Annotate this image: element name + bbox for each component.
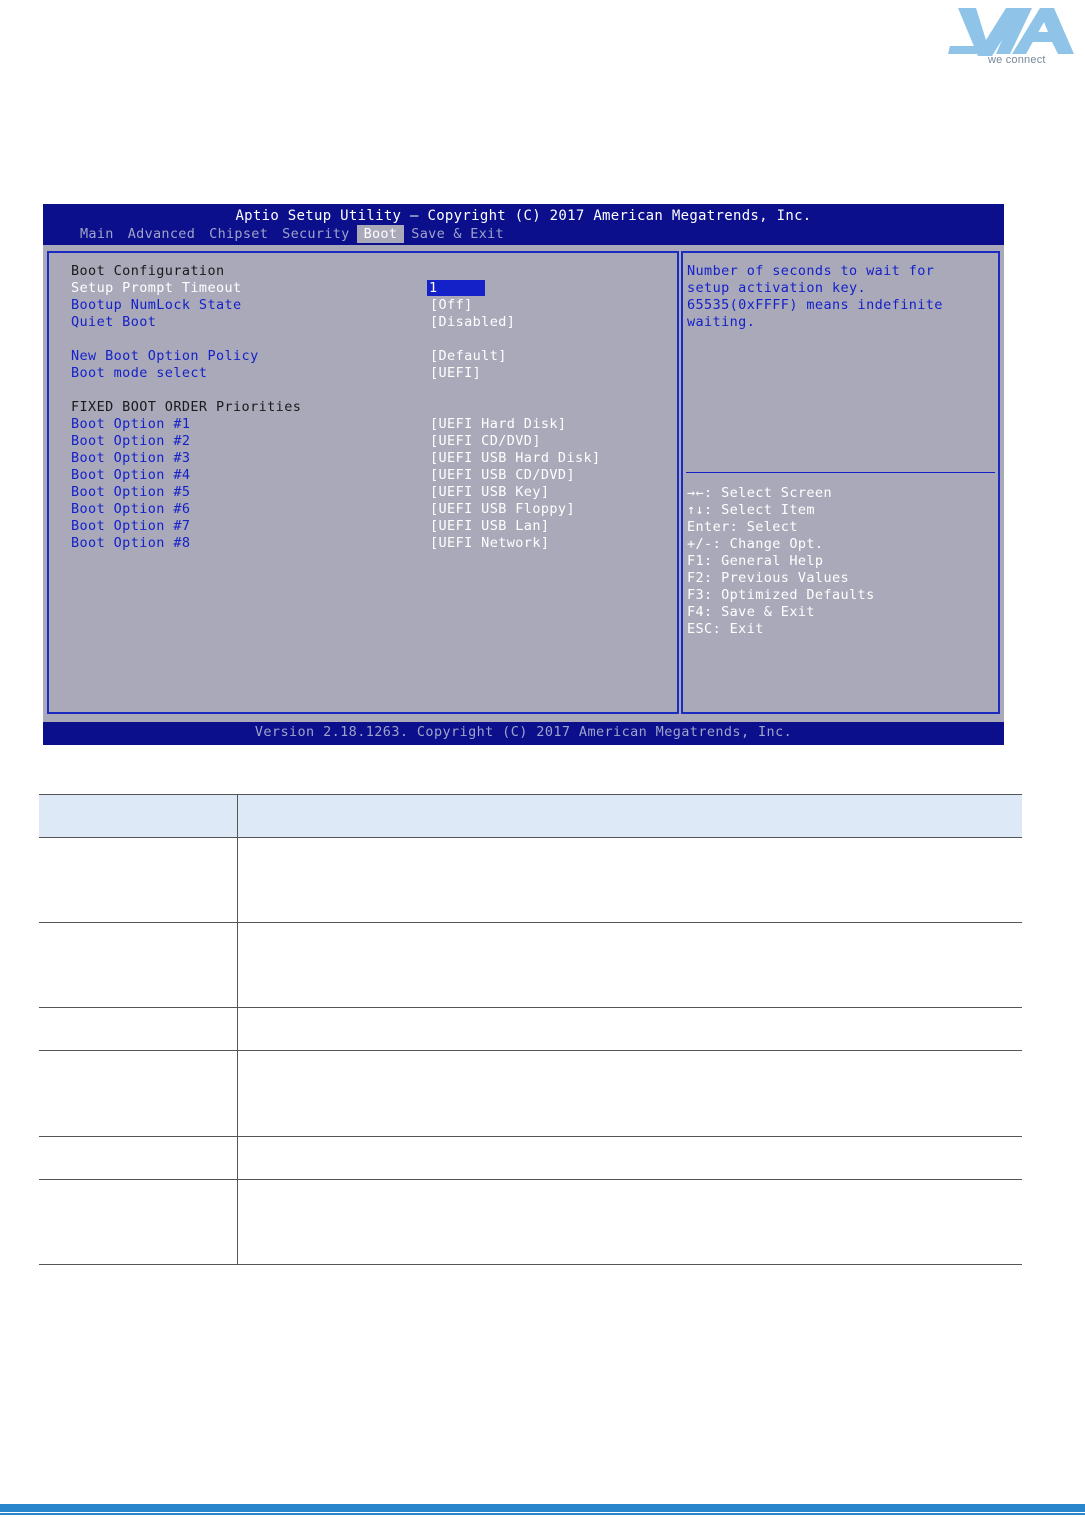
fixed-boot-order-title: FIXED BOOT ORDER Priorities [71,399,302,415]
logo-tagline: we connect [988,54,1046,66]
new-boot-option-policy-value[interactable]: [Default] [430,348,507,364]
boot-option-8-value[interactable]: [UEFI Network] [430,535,550,551]
table-row [39,1137,1022,1180]
key-help-change-opt: +/-: Change Opt. [687,536,824,552]
help-text-line: setup activation key. [687,280,867,296]
boot-option-4-label[interactable]: Boot Option #4 [71,467,191,483]
key-help-select-item: ↑↓: Select Item [687,502,815,518]
table-cell [39,923,238,1007]
table-header-row [39,794,1022,838]
boot-option-8-label[interactable]: Boot Option #8 [71,535,191,551]
table-cell [39,838,238,922]
table-cell [39,1008,238,1050]
help-text-line: Number of seconds to wait for [687,263,935,279]
new-boot-option-policy-label[interactable]: New Boot Option Policy [71,348,259,364]
table-row [39,923,1022,1008]
key-help-select-screen: →←: Select Screen [687,485,832,501]
bios-screenshot [43,204,1004,745]
settings-panel [47,251,679,714]
boot-option-2-label[interactable]: Boot Option #2 [71,433,191,449]
key-help-f4: F4: Save & Exit [687,604,815,620]
tab-boot[interactable]: Boot [357,225,405,243]
boot-option-3-value[interactable]: [UEFI USB Hard Disk] [430,450,601,466]
key-help-f3: F3: Optimized Defaults [687,587,875,603]
tab-security[interactable]: Security [282,226,350,242]
tab-advanced[interactable]: Advanced [127,226,196,242]
bios-title: Aptio Setup Utility – Copyright (C) 2017 American Megatrends, Inc. [235,208,812,224]
table-row [39,1051,1022,1137]
boot-option-2-value[interactable]: [UEFI CD/DVD] [430,433,541,449]
boot-option-1-label[interactable]: Boot Option #1 [71,416,191,432]
table-cell [39,795,238,837]
table-cell [39,1051,238,1136]
key-help-f2: F2: Previous Values [687,570,850,586]
help-text-line: 65535(0xFFFF) means indefinite [687,297,943,313]
help-text-line: waiting. [687,314,756,330]
tab-main[interactable]: Main [80,226,114,242]
bios-tab-bar [73,225,511,243]
boot-option-6-value[interactable]: [UEFI USB Floppy] [430,501,575,517]
table-row [39,1180,1022,1265]
bios-body [43,245,1004,722]
boot-option-7-label[interactable]: Boot Option #7 [71,518,191,534]
boot-option-5-label[interactable]: Boot Option #5 [71,484,191,500]
footer-bar-thin [0,1513,1085,1515]
boot-option-5-value[interactable]: [UEFI USB Key] [430,484,550,500]
bios-footer: Version 2.18.1263. Copyright (C) 2017 American Megatrends, Inc. [254,724,793,740]
quiet-boot-value[interactable]: [Disabled] [430,314,516,330]
bootup-numlock-value[interactable]: [Off] [430,297,473,313]
tab-save-exit[interactable]: Save & Exit [411,226,504,242]
boot-option-6-label[interactable]: Boot Option #6 [71,501,191,517]
boot-option-3-label[interactable]: Boot Option #3 [71,450,191,466]
quiet-boot-label[interactable]: Quiet Boot [71,314,157,330]
table-cell [39,1180,238,1264]
table-row [39,838,1022,923]
boot-mode-select-value[interactable]: [UEFI] [430,365,482,381]
setup-prompt-timeout-value[interactable]: 1 [427,280,485,297]
boot-option-1-value[interactable]: [UEFI Hard Disk] [430,416,567,432]
boot-mode-select-label[interactable]: Boot mode select [71,365,208,381]
table-cell [39,1137,238,1179]
footer-bar [0,1504,1085,1512]
boot-option-7-value[interactable]: [UEFI USB Lan] [430,518,550,534]
help-divider [686,472,995,473]
key-help-f1: F1: General Help [687,553,824,569]
key-help-enter: Enter: Select [687,519,798,535]
tab-chipset[interactable]: Chipset [209,226,269,242]
section-title: Boot Configuration [71,263,225,279]
key-help-esc: ESC: Exit [687,621,764,637]
boot-option-4-value[interactable]: [UEFI USB CD/DVD] [430,467,575,483]
setup-prompt-timeout-label[interactable]: Setup Prompt Timeout [71,280,242,296]
table-row [39,1008,1022,1051]
help-panel [681,251,1000,714]
bootup-numlock-label[interactable]: Bootup NumLock State [71,297,242,313]
